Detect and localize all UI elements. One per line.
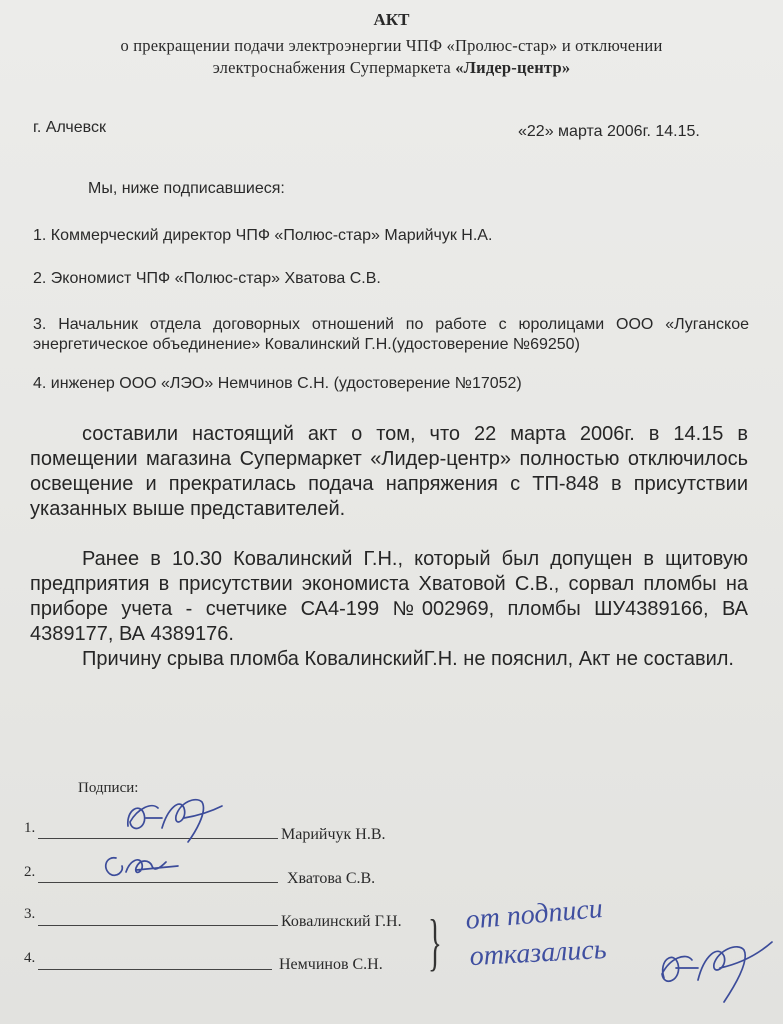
paragraph-3: Причину срыва пломба КовалинскийГ.Н. не пояснил, Акт не составил. — [82, 648, 734, 670]
document-date: «22» марта 2006г. 14.15. — [518, 123, 700, 140]
subtitle-store-name: «Лидер-центр» — [455, 58, 571, 77]
signature-scribble-2 — [96, 846, 186, 886]
member-4: 4. инженер ООО «ЛЭО» Немчинов С.Н. (удостоверение №17052) — [33, 375, 522, 392]
signature-brace: } — [428, 906, 442, 977]
signature-name-2: Хватова С.В. — [287, 870, 376, 887]
handwritten-note-line2: отказались — [468, 933, 608, 973]
document-title: АКТ — [373, 10, 410, 29]
subtitle-prefix: электроснабжения Супермаркета — [212, 58, 456, 77]
handwritten-note-line1: от подписи — [464, 893, 604, 936]
document-subtitle-line2 — [0, 58, 783, 78]
member-2: 2. Экономист ЧПФ «Полюс-стар» Хватова С.В. — [33, 270, 381, 287]
handwritten-refusal-note — [448, 880, 688, 980]
signature-number-2: 2. — [24, 864, 36, 880]
signatures-label: Подписи: — [78, 780, 139, 796]
member-1: 1. Коммерческий директор ЧПФ «Полюс-стар» Марийчук Н.А. — [33, 227, 493, 244]
signature-name-1: Марийчук Н.В. — [281, 826, 386, 843]
document-intro: Мы, ниже подписавшиеся: — [88, 180, 285, 197]
document-place: г. Алчевск — [33, 119, 106, 136]
signature-number-1: 1. — [24, 820, 36, 836]
signature-scribble-1 — [118, 788, 228, 848]
member-3: 3. Начальник отдела договорных отношений по работе с юролицами ООО «Луганское энергетическое объединение» Ковалинский Г.Н.(удостоверение №69250) — [33, 316, 749, 353]
signature-name-4: Немчинов С.Н. — [279, 956, 383, 973]
signature-line-4 — [38, 969, 272, 970]
signature-number-4: 4. — [24, 950, 36, 966]
signature-number-3: 3. — [24, 906, 36, 922]
signature-name-3: Ковалинский Г.Н. — [281, 913, 402, 930]
paragraph-2: Ранее в 10.30 Ковалинский Г.Н., который был допущен в щитовую предприятия в присутствии экономиста Хватовой С.В., сорвал пломбы на приборе учета - счетчике СА4-199 №002969, пломбы ШУ4389166, ВА 4389177, ВА 4389176. — [30, 548, 748, 645]
document-subtitle-line1: о прекращении подачи электроэнергии ЧПФ «Пролюс-стар» и отключении — [120, 36, 663, 55]
paragraph-1: составили настоящий акт о том, что 22 марта 2006г. в 14.15 в помещении магазина Супермаркет «Лидер-центр» полностью отключилось освещение и прекратилась подача напряжения с ТП-848 в присутствии указанных выше представителей. — [30, 423, 748, 520]
signature-line-3 — [38, 925, 278, 926]
